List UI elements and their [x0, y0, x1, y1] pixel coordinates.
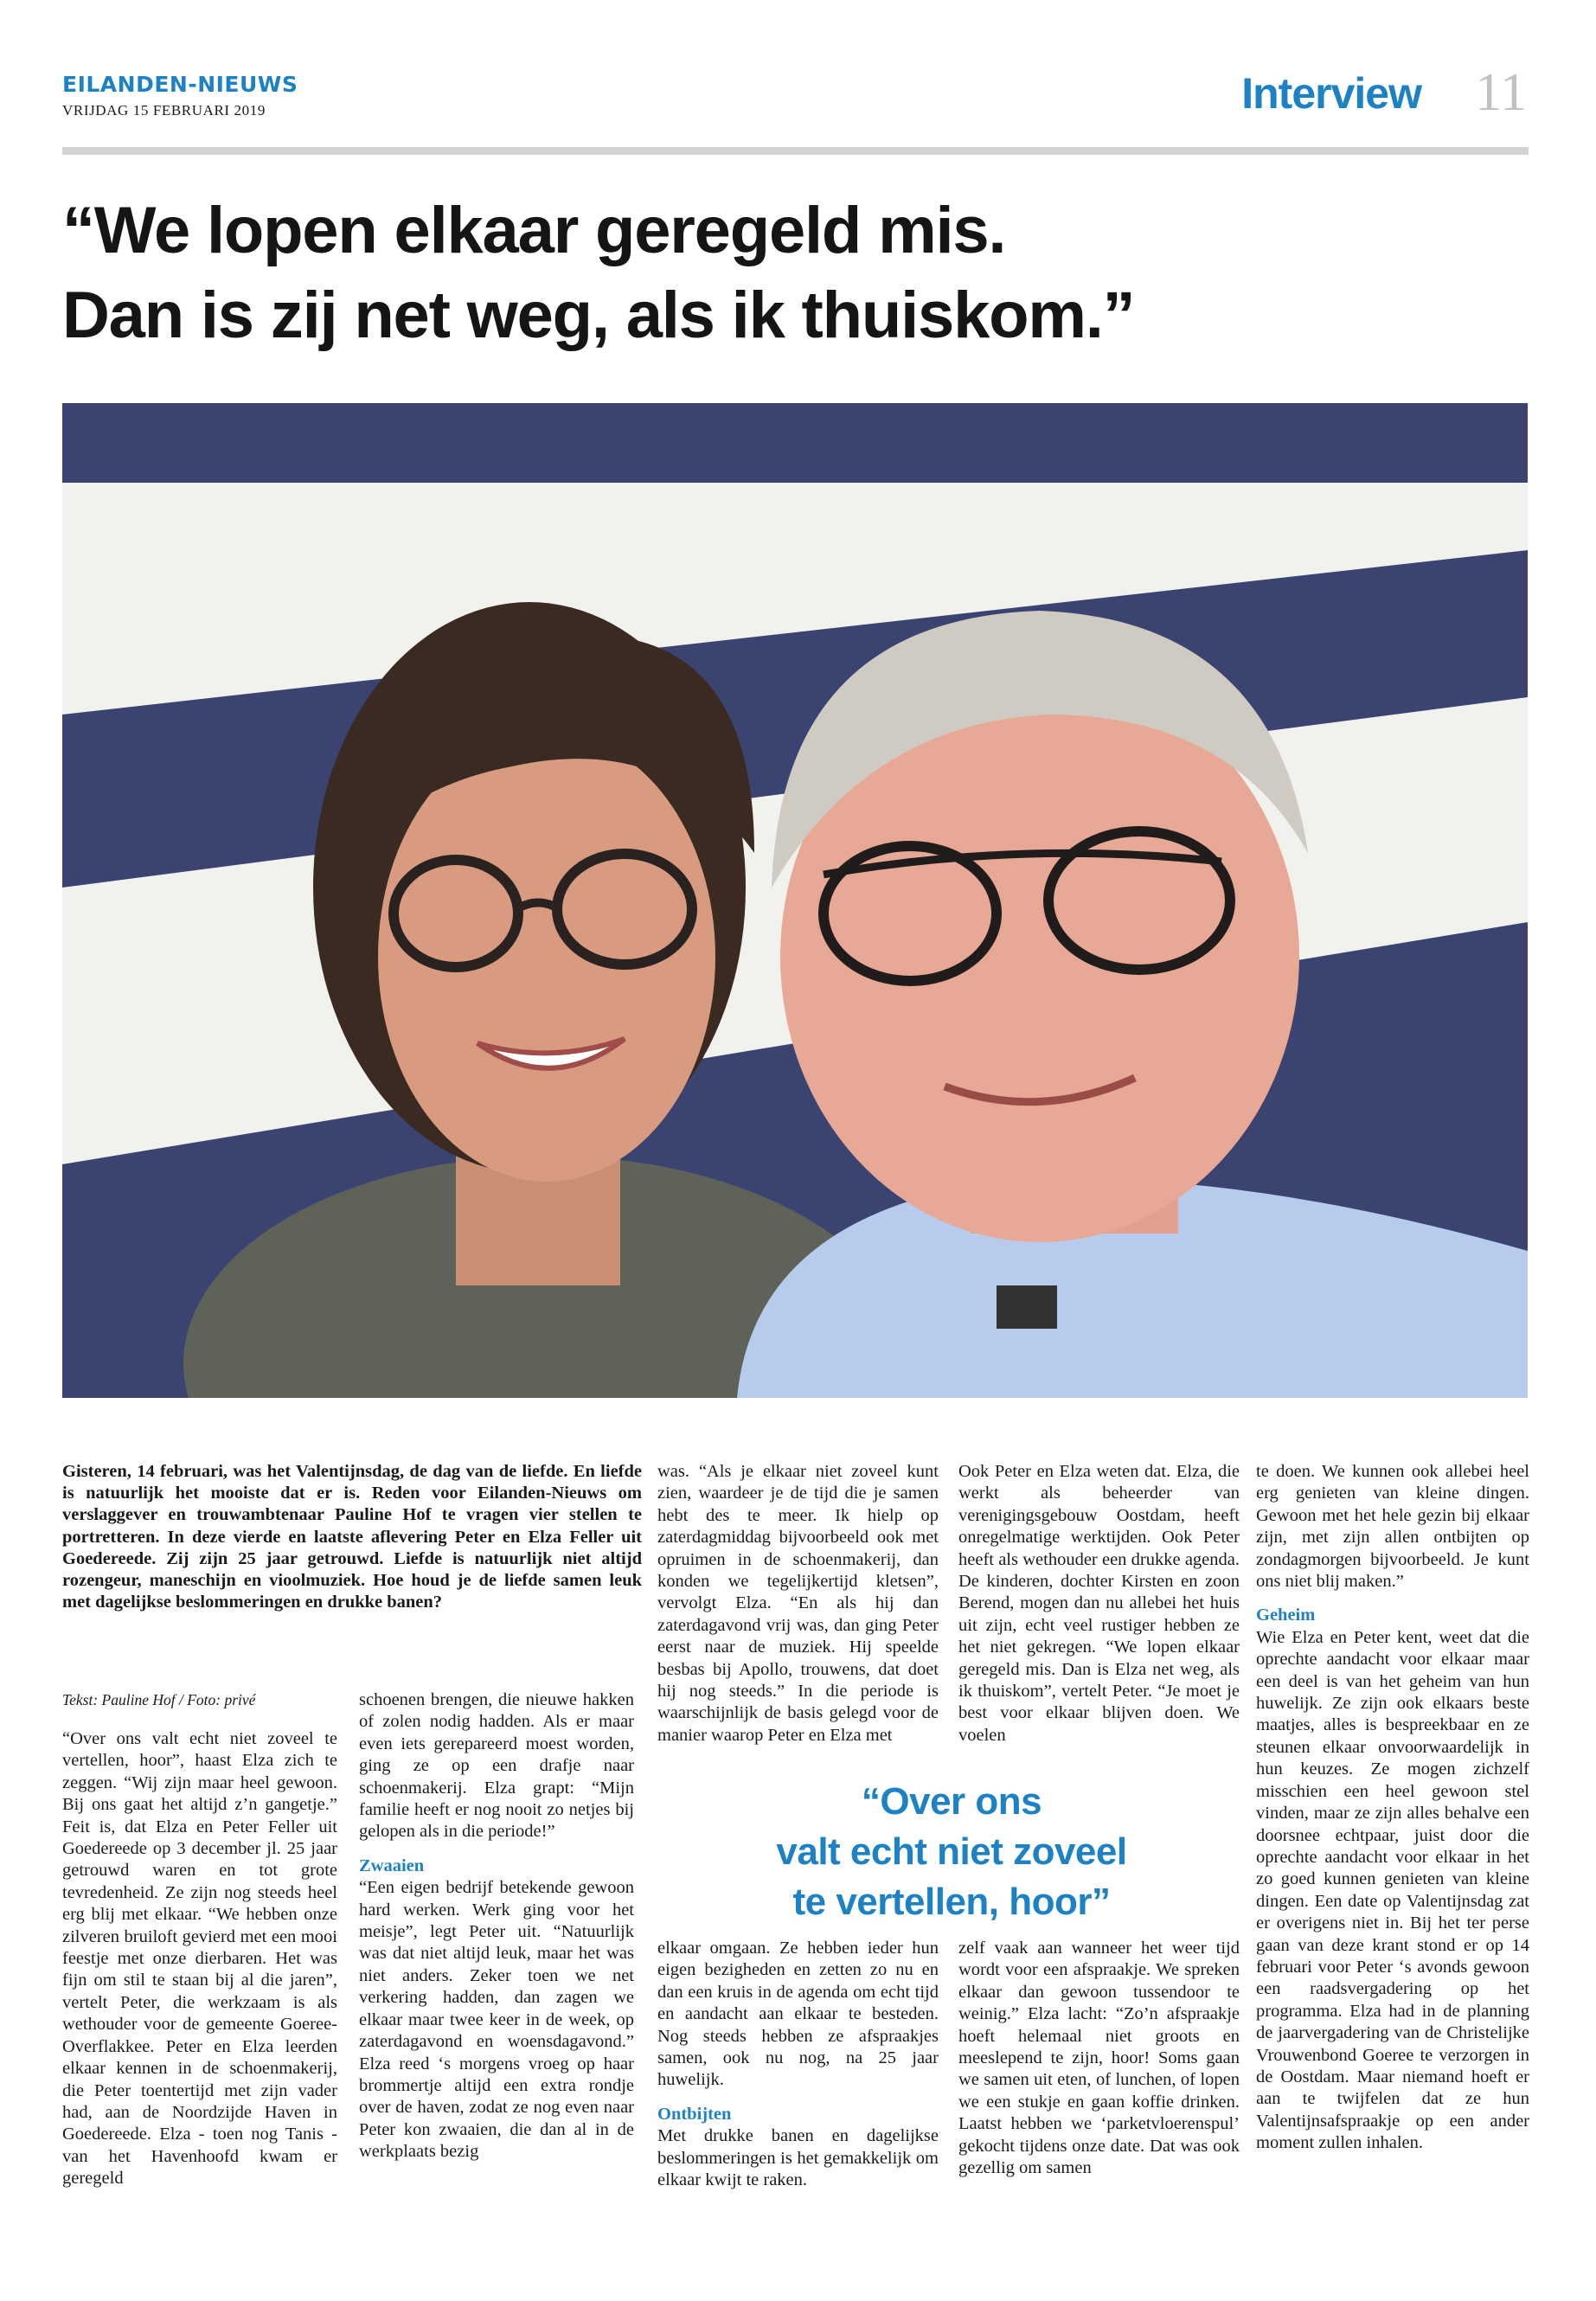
column-2-text-a: schoenen brengen, die nieuwe hakken of zolen nodig hadden. Als er maar even iets gerepareerd moest worden, ging ze op een drafje naar schoenmakerij. Elza grapt: “Mijn familie heeft er nog nooit zo netjes bij gelopen als in die periode!” — [359, 1690, 634, 1842]
column-2-text-b: “Een eigen bedrijf betekende gewoon hard werken. Werk ging voor het meisje”, legt Peter uit. “Natuurlijk was dat niet altijd leuk, maar het was niet anders. Zeker toen we net verkering hadden, dan zagen we elkaar maar twee keer in de week, op zaterdagavond en woensdagavond.” Elza reed ‘s morgens vroeg op haar brommertje altijd een extra rondje over de haven, zodat ze nog even naar Peter kon zwaaien, die dan al in de werkplaats bezig — [359, 1878, 634, 2162]
column-1-text: “Over ons valt echt niet zoveel te vertellen, hoor”, haast Elza zich te zeggen. “Wij zijn maar heel gewoon. Bij ons gaat het altijd z’n gangetje.” Feit is, dat Elza en Peter Feller uit Goedereede op 3 december jl. 25 jaar getrouwd waren en tot grote tevredenheid. Ze zijn nog steeds heel erg blij met elkaar. “We hebben onze zilveren bruiloft gevierd met een mooi feestje met onze dierbaren. Het was fijn om stil te staan bij al die jaren”, vertelt Peter, die werkzaam is als wethouder voor de gemeente Goeree-Overflakkee. Peter en Elza leerden elkaar kennen in de schoenmakerij, die Peter toentertijd met zijn vader had, aan de Noordzijde Haven in Goedereede. Elza - toen nog Tanis - van het Havenhoofd kwam er geregeld — [62, 1729, 337, 2189]
article-column-3-bottom — [657, 1938, 939, 2191]
subheading-geheim: Geheim — [1256, 1606, 1316, 1625]
headline-line-2: Dan is zij net weg, als ik thuiskom.” — [62, 279, 1135, 352]
column-5-text-b: Wie Elza en Peter kent, weet dat die oprechte aandacht voor elkaar maar een deel is van het geheim van hun huwelijk. Ze zijn ook elkaars beste maatjes, alles is bespreekbaar en ze steunen elkaar onvoorwaardelijk in hun keuzes. Ze mogen zichzelf misschien een heel gewoon stel vinden, maar ze zijn alles behalve een doorsnee echtpaar, juist door die oprechte aandacht voor elkaar in het zo goed kunnen genieten van kleine dingen. Een date op Valentijnsdag zat er overigens niet in. Bij het ter perse gaan van deze krant stond er op 14 februari voor Peter ‘s avonds gewoon een raadsvergadering op het programma. Elza had in de planning de jaarvergadering van de Christelijke Vrouwenbond Goeree te verzorgen in de Oostdam. Maar niemand hoeft er aan te twijfelen dat ze hun Valentijnsafspraakje op een ander moment zullen inhalen. — [1256, 1627, 1529, 2153]
headline — [62, 189, 1533, 358]
pull-quote-line-2: valt echt niet zoveel — [776, 1830, 1127, 1873]
article-column-5 — [1256, 1461, 1529, 2155]
newspaper-logo: EILANDEN-NIEUWS — [62, 72, 298, 97]
column-5-text-a: te doen. We kunnen ook allebei heel erg genieten van kleine dingen. Gewoon met het hele gezin bij elkaar zijn, met zijn allen ontbijten op zondagmorgen bijvoorbeeld. Je kunt ons niet blij maken.” — [1256, 1462, 1529, 1592]
article-column-4-bottom — [958, 1938, 1240, 2179]
header-rule — [62, 147, 1529, 155]
column-3-text-c: Met drukke banen en dagelijkse beslommeringen is het gemakkelijk om elkaar kwijt te raken. — [657, 2126, 939, 2190]
pull-quote-line-1: “Over ons — [861, 1780, 1042, 1823]
pull-quote-line-3: te vertellen, hoor” — [792, 1881, 1111, 1923]
column-3-text-a: was. “Als je elkaar niet zoveel kunt zien, waardeer je de tijd die je samen hebt des te meer. Ik hielp op zaterdagmiddag bijvoorbeeld ook met opruimen in de schoenmakerij, dan konden we tegelijkertijd kletsen”, vervolgt Elza. “En als hij dan zaterdagavond vrij was, dan ging Peter eerst naar de muziek. Hij speelde besbas bij Apollo, trouwens, dat doet hij nog steeds.” In die periode is waarschijnlijk de basis gelegd voor de manier waarop Peter en Elza met — [657, 1462, 939, 1745]
masthead — [62, 72, 298, 119]
article-column-1 — [62, 1728, 337, 2190]
article-column-3-top — [657, 1461, 939, 1747]
lead-paragraph: Gisteren, 14 februari, was het Valentijnsdag, de dag van de liefde. En liefde is natuurlijk het mooiste dat er is. Reden voor Eilanden-Nieuws om verslaggever en trouwambtenaar Pauline Hof te vragen vier stellen te portretteren. In deze vierde en laatste aflevering Peter en Elza Feller uit Goedereede. Zij zijn 25 jaar getrouwd. Liefde is natuurlijk niet altijd rozengeur, maneschijn en vioolmuziek. Hoe houd je de liefde samen leuk met dagelijkse beslommeringen en drukke banen? — [62, 1462, 642, 1612]
subheading-zwaaien: Zwaaien — [359, 1856, 425, 1875]
pull-quote — [657, 1777, 1246, 1927]
section-title: Interview — [1241, 69, 1421, 118]
article-column-4-top — [958, 1461, 1240, 1747]
article-column-2 — [359, 1689, 634, 2163]
subheading-ontbijten: Ontbijten — [657, 2104, 732, 2124]
column-3-text-b: elkaar omgaan. Ze hebben ieder hun eigen bezigheden en zetten zo nu en dan een kruis in de agenda om echt tijd en aandacht aan elkaar te besteden. Nog steeds hebben ze afspraakjes samen, ook nu nog, na 25 jaar huwelijk. — [657, 1939, 939, 2090]
column-4-text-b: zelf vaak aan wanneer het weer tijd wordt voor een afspraakje. We spreken elkaar dan gewoon tussendoor te weinig.” Elza lacht: “Zo’n afspraakje hoeft helemaal niet groots en meeslepend te zijn, hoor! Soms gaan we samen uit eten, of lunchen, of lopen we een stukje en gaan koffie drinken. Laatst hebben we ‘parketvloerenspul’ gekocht tijdens onze date. Dat was ook gezellig om samen — [958, 1939, 1240, 2178]
couple-photo — [62, 403, 1528, 1398]
dateline: VRIJDAG 15 FEBRUARI 2019 — [62, 102, 266, 119]
photo-illustration — [62, 403, 1528, 1398]
photo-credit: Tekst: Pauline Hof / Foto: privé — [62, 1691, 256, 1708]
page-number: 11 — [1475, 63, 1527, 122]
column-4-text-a: Ook Peter en Elza weten dat. Elza, die werkt als beheerder van verenigingsgebouw Oostdam, heeft onregelmatige werktijden. Ook Peter heeft als wethouder een drukke agenda. De kinderen, dochter Kirsten en zoon Berend, mogen dan nu allebei het huis uit zijn, echt veel rustiger hebben ze het niet gekregen. “We lopen elkaar geregeld mis. Dan is Elza net weg, als ik thuiskom”, vertelt Peter. “Je moet je best voor elkaar blijven doen. We voelen — [958, 1462, 1240, 1745]
headline-line-1: “We lopen elkaar geregeld mis. — [62, 194, 1006, 267]
